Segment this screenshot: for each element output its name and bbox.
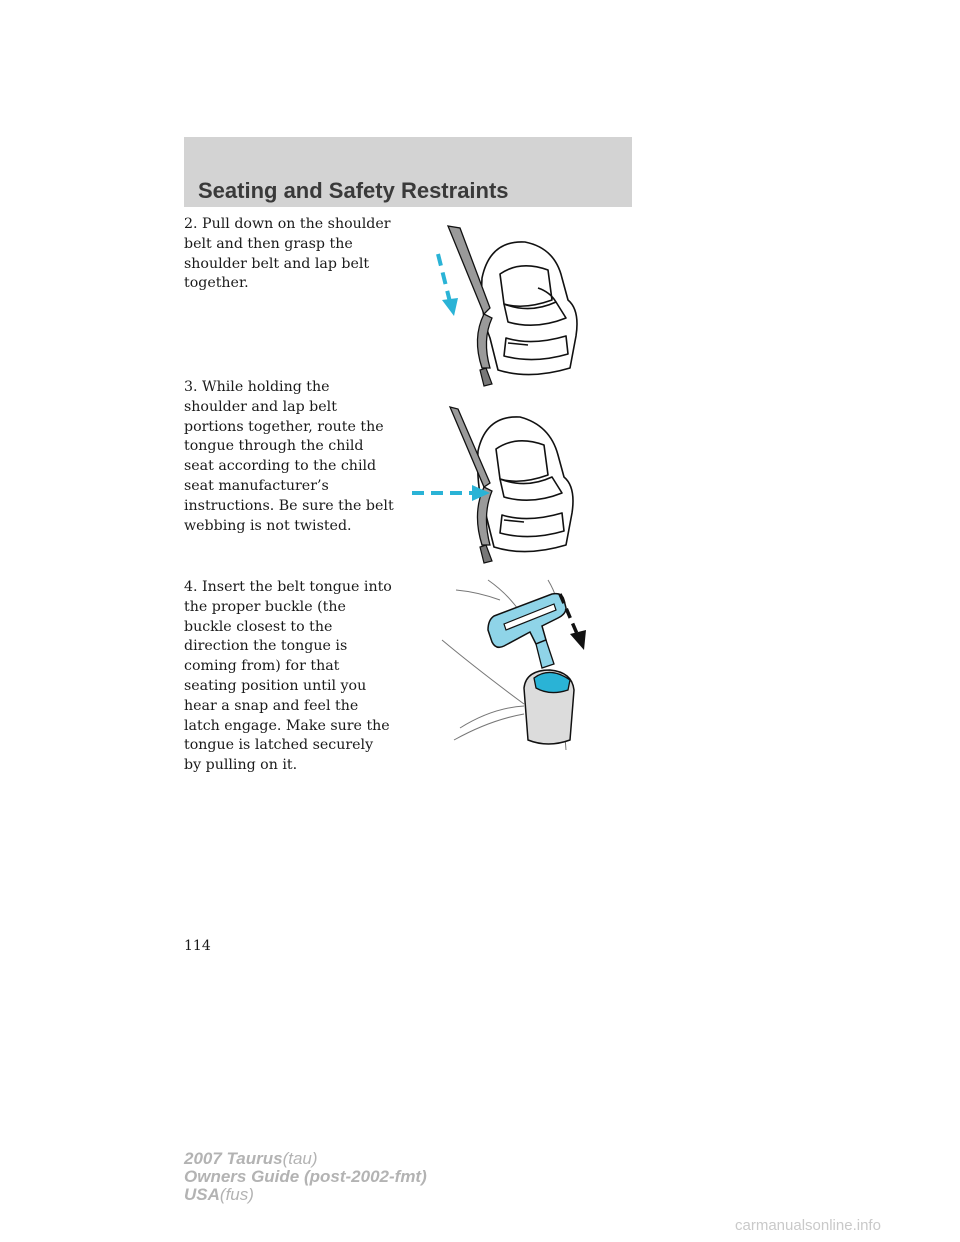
step-2-text: 2. Pull down on the shoulder belt and then grasp the shoulder belt and lap belt together. — [184, 216, 391, 292]
footer-guide: Owners Guide (post-2002-fmt) — [184, 1167, 427, 1186]
step-3-text: 3. While holding the shoulder and lap belt portions together, route the tongue through the child seat according to the child seat manufacturer’s instructions. Be sure the belt webbing is not twisted. — [184, 379, 394, 534]
footer-line-region — [184, 1186, 427, 1204]
section-title: Seating and Safety Restraints — [198, 178, 509, 203]
footer-model-tag: (tau) — [282, 1149, 318, 1168]
page-number: 114 — [184, 938, 211, 954]
child-seat-pull-belt-icon — [420, 218, 595, 390]
footer-model: 2007 Taurus — [184, 1149, 283, 1168]
footer-line-model — [184, 1150, 427, 1168]
document-footer — [184, 1150, 427, 1204]
footer-line-guide — [184, 1168, 427, 1186]
footer-region-tag: (fus) — [219, 1185, 254, 1204]
step-4-text: 4. Insert the belt tongue into the proper buckle (the buckle closest to the direction the tongue is coming from) for that seating position until you hear a snap and feel the latch engage. Make sure the tongue is latched securely by pulling on it. — [184, 579, 392, 774]
child-seat-route-tongue-icon — [408, 403, 586, 571]
watermark: carmanualsonline.info — [735, 1217, 881, 1234]
buckle-insert-tongue-icon — [438, 578, 608, 750]
footer-region: USA — [184, 1185, 220, 1204]
